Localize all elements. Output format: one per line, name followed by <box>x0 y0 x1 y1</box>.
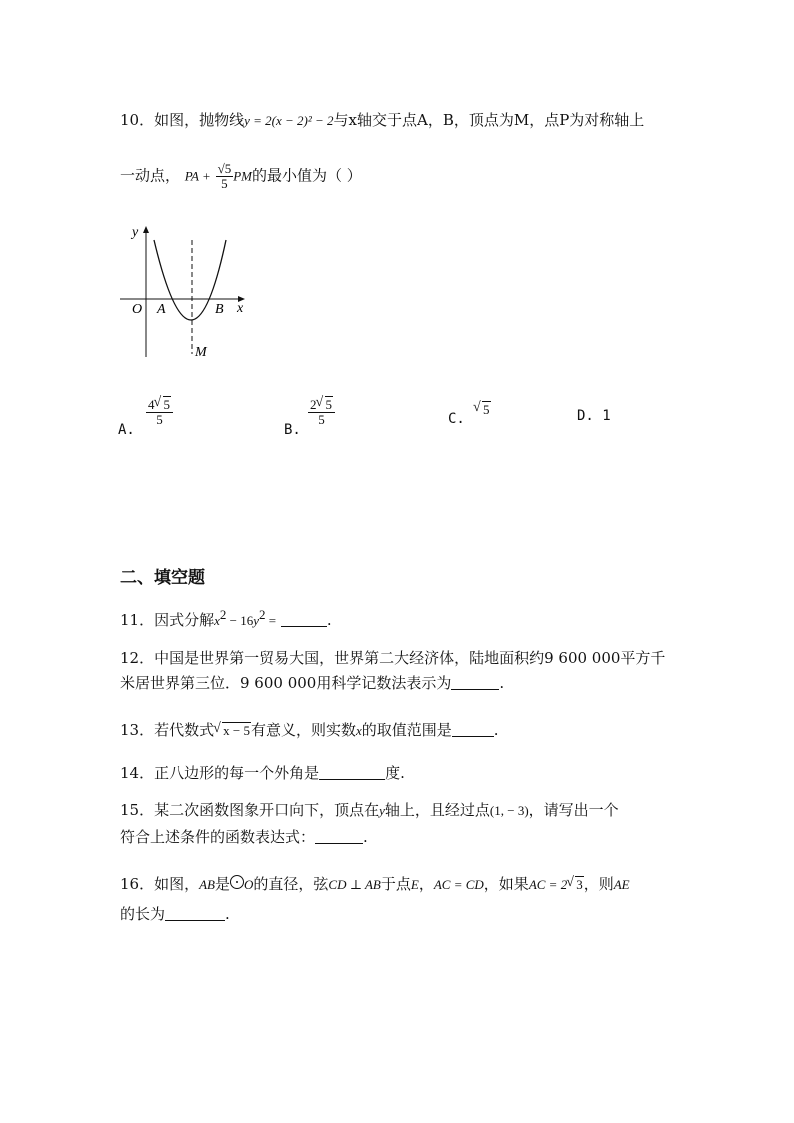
q16-e: E <box>410 877 419 892</box>
q10-number: 10． <box>120 111 155 129</box>
q16-line2-text: 的长为 <box>120 905 166 923</box>
q12-end: . <box>499 674 505 692</box>
q16-text6: ，则 <box>583 875 614 893</box>
q13-rad: x − 5 <box>223 723 250 738</box>
q16-line2 <box>120 904 230 924</box>
q12-number: 12． <box>120 649 155 667</box>
q11 <box>120 607 332 631</box>
q13-text3: 的取值范围是 <box>361 721 452 739</box>
q16-comma: ， <box>418 875 434 893</box>
graph-label-m: M <box>195 345 207 360</box>
parabola-graph <box>118 222 258 367</box>
q16-text3: 的直径，弦 <box>253 875 329 893</box>
q16-circle-o: O <box>244 877 254 892</box>
q13-var: x <box>355 723 362 738</box>
q10-expr-pm: PM <box>233 168 252 184</box>
q12-line1-text: 中国是世界第一贸易大国，世界第二大经济体，陆地面积约9 600 000平方千 <box>154 649 666 667</box>
q10-text2: 与x轴交于点A，B，顶点为M，点P为对称轴上 <box>333 111 645 129</box>
option-a-rad: 5 <box>163 397 170 412</box>
q10-expr-pa: PA + <box>184 168 211 184</box>
q11-text: 因式分解 <box>154 611 215 629</box>
q11-number: 11． <box>120 611 155 629</box>
q11-answer-blank[interactable] <box>281 612 327 627</box>
q15-text3: ，请写出一个 <box>528 801 619 819</box>
q11-exp1: 2 <box>219 607 227 622</box>
option-a-coef: 4 <box>148 397 155 412</box>
q11-eq: = <box>265 613 277 628</box>
q12-line1 <box>120 648 665 668</box>
q10-text1: 如图，抛物线 <box>154 111 245 129</box>
q15-var: y <box>379 803 385 818</box>
q16-text2: 是 <box>215 875 231 893</box>
q10-text3: 一动点， <box>120 166 181 185</box>
q10-frac-num: √5 <box>217 161 232 176</box>
q10-line2 <box>120 162 362 191</box>
q16-ac-cd: AC = CD <box>433 877 484 892</box>
q13-sqrt <box>214 721 251 741</box>
q16-line1 <box>120 874 630 895</box>
option-c-rad: 5 <box>483 402 490 417</box>
q13-text2: 有意义，则实数 <box>250 721 356 739</box>
q10-text4: 的最小值为（ ） <box>252 166 362 185</box>
q12-line2-text: 米居世界第三位．9 600 000用科学记数法表示为 <box>120 674 452 692</box>
q15-number: 15． <box>120 801 155 819</box>
q16-answer-blank[interactable] <box>165 906 225 921</box>
q10-option-d[interactable] <box>577 408 611 424</box>
q13-text1: 若代数式 <box>154 721 215 739</box>
q10-frac-den: 5 <box>216 176 234 191</box>
graph-label-a: A <box>157 302 166 317</box>
q15-line2-text: 符合上述条件的函数表达式： <box>120 828 316 846</box>
option-b-rad: 5 <box>325 397 332 412</box>
q11-x: x <box>214 613 220 628</box>
q15-line2 <box>120 827 368 847</box>
q16-cd-ab: CD ⊥ AB <box>328 877 381 892</box>
option-c-sqrt <box>474 402 491 418</box>
option-a-den: 5 <box>146 412 173 427</box>
q11-y: y <box>253 613 260 628</box>
q14-answer-blank[interactable] <box>319 765 385 780</box>
option-d-label: D. <box>577 408 594 424</box>
q16-number: 16． <box>120 875 155 893</box>
q15-end: . <box>363 828 368 846</box>
q16-sqrt <box>567 875 584 895</box>
q15-point: (1, − 3) <box>489 803 529 818</box>
q12-answer-blank[interactable] <box>451 675 499 690</box>
section-title: 二、填空题 <box>120 568 205 588</box>
q10-line1 <box>120 110 644 131</box>
q16-rad: 3 <box>576 877 583 892</box>
q13-answer-blank[interactable] <box>452 722 494 737</box>
q11-mid: − 16 <box>226 613 254 628</box>
option-d-value: 1 <box>602 408 611 424</box>
q16-text4: 于点 <box>380 875 411 893</box>
graph-label-b: B <box>215 302 224 317</box>
q16-end: . <box>225 905 230 923</box>
graph-label-o: O <box>132 302 143 317</box>
graph-label-x: x <box>237 301 244 316</box>
q16-ae: AE <box>613 877 630 892</box>
q15-text1: 某二次函数图象开口向下，顶点在 <box>154 801 380 819</box>
q16-ab: AB <box>199 877 215 892</box>
option-b-fraction <box>308 398 335 427</box>
y-axis-arrow <box>143 226 149 233</box>
q15-line1 <box>120 800 619 821</box>
q16-text5: ，如果 <box>483 875 529 893</box>
q11-end: . <box>326 611 332 629</box>
option-b-den: 5 <box>308 412 335 427</box>
option-a-label: A. <box>118 422 135 438</box>
q11-exp2: 2 <box>259 607 266 622</box>
q13-number: 13． <box>120 721 155 739</box>
circle-dot-icon <box>230 875 244 889</box>
q14 <box>120 763 405 783</box>
q16-text1: 如图， <box>154 875 200 893</box>
q14-text1: 正八边形的每一个外角是 <box>154 764 320 782</box>
q10-equation: y = 2(x − 2)² − 2 <box>244 113 334 128</box>
option-b-coef: 2 <box>310 397 317 412</box>
option-c-label: C. <box>448 411 465 427</box>
q14-number: 14． <box>120 764 155 782</box>
q15-text2: 轴上，且经过点 <box>384 801 490 819</box>
q13-end: . <box>493 721 499 739</box>
q16-ac: AC = 2 <box>528 877 568 892</box>
q14-text2: 度. <box>385 764 405 782</box>
q13 <box>120 720 499 741</box>
option-b-label: B. <box>284 422 301 438</box>
graph-label-y: y <box>132 225 139 240</box>
q15-answer-blank[interactable] <box>315 829 363 844</box>
q12-line2 <box>120 673 504 693</box>
option-a-fraction <box>146 398 173 427</box>
q10-fraction <box>216 162 234 191</box>
